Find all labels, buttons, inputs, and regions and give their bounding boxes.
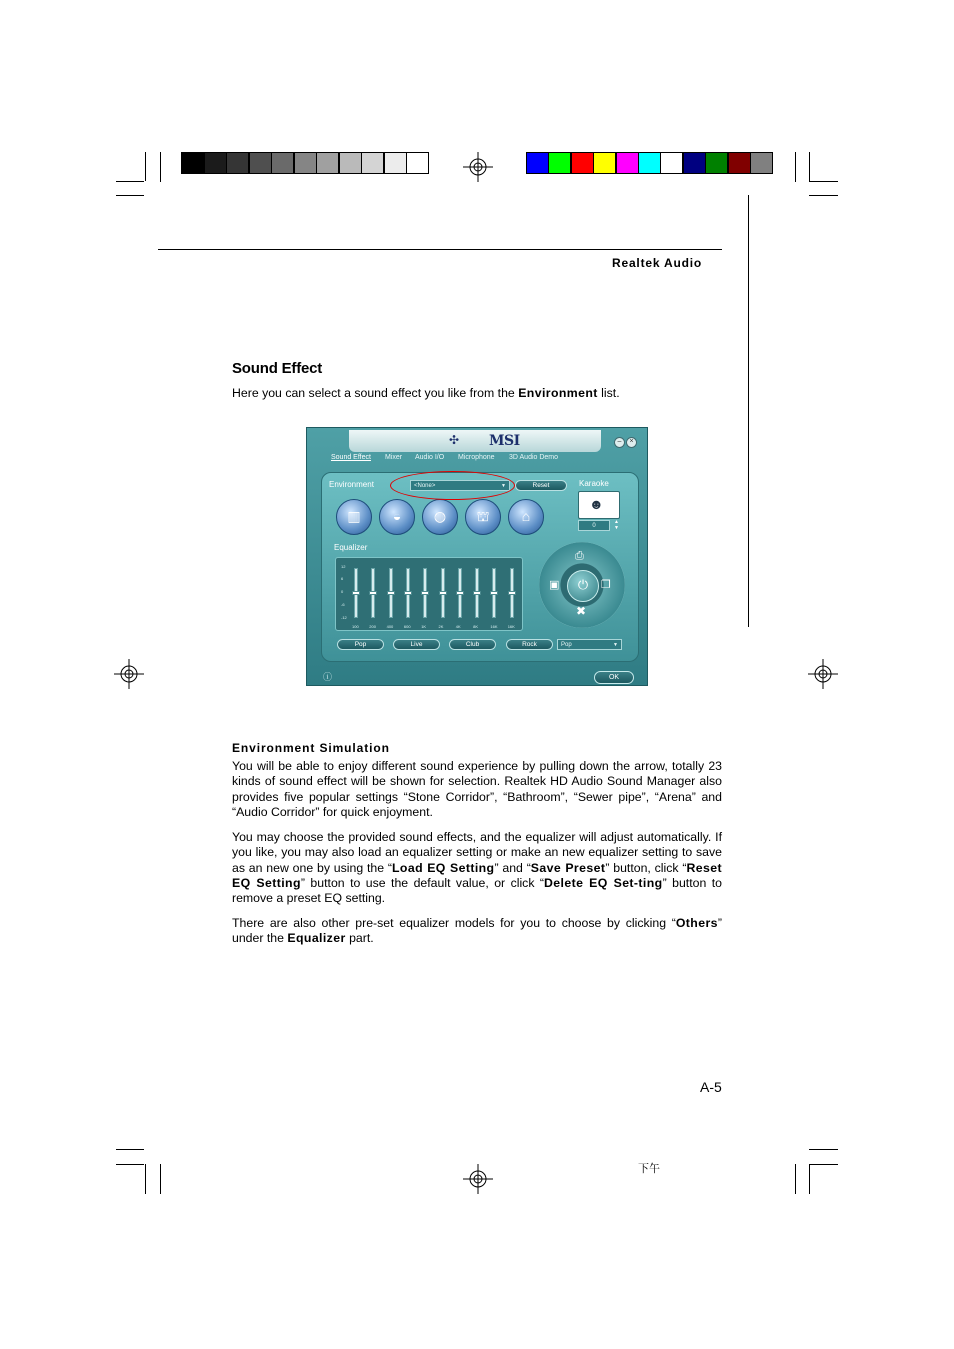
others-paragraph: There are also other pre-set equalizer models for you to choose by clicking “Others” under the Equalizer part. bbox=[232, 916, 722, 946]
title-bar bbox=[349, 430, 601, 452]
eq-band-label: 200 bbox=[369, 624, 376, 629]
eq-control-dial bbox=[539, 542, 625, 628]
karaoke-level-value: 0 bbox=[592, 523, 596, 529]
chevron-down-icon: ▼ bbox=[501, 483, 506, 489]
karaoke-icon: ☻ bbox=[589, 496, 604, 512]
gray-swatch bbox=[294, 152, 317, 174]
running-head: Realtek Audio bbox=[612, 256, 702, 270]
live-preset-button[interactable]: Live bbox=[393, 639, 440, 650]
bathtub-icon: ◒ bbox=[392, 508, 402, 524]
eq-band-label: 400 bbox=[386, 624, 394, 629]
section-title: Sound Effect bbox=[232, 360, 323, 377]
eq-slider-knob[interactable] bbox=[404, 591, 412, 595]
gray-swatch bbox=[271, 152, 294, 174]
eq-scale-label: -6 bbox=[341, 602, 345, 607]
tab-3d-audio-demo[interactable]: 3D Audio Demo bbox=[509, 454, 559, 461]
eq-band-label: 600 bbox=[403, 624, 411, 629]
eq-slider-knob[interactable] bbox=[352, 591, 360, 595]
sewer-pipe-button[interactable] bbox=[422, 499, 458, 535]
color-swatch bbox=[683, 152, 706, 174]
gray-swatch bbox=[339, 152, 362, 174]
gray-swatch bbox=[181, 152, 204, 174]
color-swatch bbox=[593, 152, 616, 174]
eq-scale-label: 6 bbox=[341, 576, 344, 581]
open-folder-icon[interactable]: ❐ bbox=[601, 579, 611, 591]
color-swatch bbox=[705, 152, 728, 174]
eq-band-label: 16K bbox=[490, 624, 498, 629]
eq-band-label: 4K bbox=[455, 624, 461, 629]
color-swatch bbox=[616, 152, 639, 174]
corridor-icon: ▥ bbox=[347, 508, 361, 524]
eq-slider-knob[interactable] bbox=[473, 591, 481, 595]
environment-label: Environment bbox=[329, 480, 374, 489]
color-swatch bbox=[728, 152, 751, 174]
environment-simulation-paragraph: You will be able to enjoy different sound experience by pulling down the arrow, totally 23 kinds of sound effect will be shown for selection. Realtek HD Audio Sound Manager also provides five popular settings “Stone Corridor”, “Bathroom”, “Sewer pipe”, “Arena” and “Audio Corridor” for quick enjoyment. bbox=[232, 759, 722, 819]
eq-scale-label: 12 bbox=[341, 564, 346, 569]
color-swatch bbox=[750, 152, 773, 174]
pop-preset-button[interactable]: Pop bbox=[337, 639, 384, 650]
registration-mark-icon bbox=[808, 659, 838, 689]
minimize-icon[interactable]: – bbox=[614, 437, 625, 448]
eq-band-label: 1K bbox=[421, 624, 427, 629]
power-icon: ⏻ bbox=[577, 577, 589, 592]
eq-band-label: 2K bbox=[438, 624, 444, 629]
registration-mark-icon bbox=[463, 1164, 493, 1194]
delete-eq-setting-icon[interactable]: ✖ bbox=[576, 604, 587, 618]
ok-button[interactable]: OK bbox=[594, 671, 634, 684]
gray-swatch bbox=[361, 152, 384, 174]
footer-mark: 下午 bbox=[638, 1162, 660, 1175]
gray-swatch bbox=[204, 152, 227, 174]
reset-button[interactable]: Reset bbox=[515, 480, 567, 491]
karaoke-button[interactable] bbox=[578, 491, 620, 519]
color-swatch bbox=[571, 152, 594, 174]
rock-preset-button[interactable]: Rock bbox=[506, 639, 553, 650]
arena-button[interactable] bbox=[465, 499, 501, 535]
close-icon[interactable]: × bbox=[626, 437, 637, 448]
tab-audio-io[interactable]: Audio I/O bbox=[415, 454, 445, 461]
equalizer-panel bbox=[335, 557, 523, 631]
msi-logo: MSI bbox=[489, 433, 520, 449]
eq-preset-select[interactable] bbox=[557, 639, 622, 650]
sound-effect-panel bbox=[321, 472, 639, 662]
eq-slider-knob[interactable] bbox=[490, 591, 498, 595]
gray-swatch bbox=[226, 152, 249, 174]
realtek-audio-manager-window bbox=[306, 427, 648, 686]
equalizer-paragraph: You may choose the provided sound effects, and the equalizer will adjust automatically. If you like, you may also load an equalizer setting or make an new equalizer setting to save as an new one by using the “Load EQ Setting” and “Save Preset” button, click “Reset EQ Setting” button to use the default value, or click “Delete EQ Set-ting” button to remove a preset EQ setting. bbox=[232, 830, 722, 906]
color-swatch bbox=[548, 152, 571, 174]
tab-microphone[interactable]: Microphone bbox=[458, 454, 495, 461]
karaoke-stepper-icon[interactable]: ▲ ▼ bbox=[614, 519, 619, 531]
registration-mark-icon bbox=[114, 659, 144, 689]
tab-sound-effect[interactable]: Sound Effect bbox=[331, 454, 371, 461]
equalizer-label: Equalizer bbox=[334, 543, 368, 552]
color-swatch bbox=[526, 152, 549, 174]
environment-simulation-heading: Environment Simulation bbox=[232, 741, 390, 755]
eq-slider-knob[interactable] bbox=[421, 591, 429, 595]
gray-swatch bbox=[249, 152, 272, 174]
chevron-down-icon: ▼ bbox=[613, 642, 618, 648]
eq-band-label: 16K bbox=[507, 624, 515, 629]
pipe-icon: ◍ bbox=[433, 508, 447, 524]
side-rule bbox=[748, 195, 749, 627]
save-preset-icon[interactable]: ⎙ bbox=[575, 550, 584, 562]
karaoke-label: Karaoke bbox=[579, 479, 609, 488]
page-number: A-5 bbox=[700, 1079, 722, 1095]
header-rule bbox=[158, 249, 722, 250]
stone-corridor-button[interactable] bbox=[336, 499, 372, 535]
eq-slider-knob[interactable] bbox=[369, 591, 377, 595]
gray-swatch bbox=[384, 152, 407, 174]
eq-slider-knob[interactable] bbox=[439, 591, 447, 595]
bathroom-button[interactable] bbox=[379, 499, 415, 535]
intro-paragraph: Here you can select a sound effect you like from the Environment list. bbox=[232, 386, 620, 400]
environment-select-value: <None> bbox=[414, 483, 436, 489]
eq-band-label: 100 bbox=[352, 624, 359, 629]
eq-band-label: 8K bbox=[473, 624, 478, 629]
eq-scale-label: -12 bbox=[341, 615, 347, 620]
load-eq-setting-icon[interactable]: ▣ bbox=[549, 579, 560, 591]
info-icon[interactable]: ⓘ bbox=[323, 672, 333, 682]
eq-preset-select-value: Pop bbox=[561, 642, 572, 648]
gray-swatch bbox=[316, 152, 339, 174]
power-button[interactable] bbox=[567, 570, 599, 602]
club-preset-button[interactable]: Club bbox=[449, 639, 496, 650]
registration-mark-icon bbox=[463, 152, 493, 182]
color-swatch bbox=[660, 152, 683, 174]
eq-scale-label: 0 bbox=[341, 589, 344, 594]
hall-icon: ⌂ bbox=[521, 508, 531, 524]
color-swatch bbox=[638, 152, 661, 174]
karaoke-level-field[interactable] bbox=[578, 520, 610, 531]
tab-mixer[interactable]: Mixer bbox=[385, 454, 403, 461]
eq-slider-knob[interactable] bbox=[387, 591, 395, 595]
highlight-oval bbox=[390, 471, 515, 500]
gray-swatch bbox=[406, 152, 429, 174]
msi-emblem-icon: ✣ bbox=[449, 433, 460, 447]
eq-slider-knob[interactable] bbox=[508, 591, 516, 595]
audio-corridor-button[interactable] bbox=[508, 499, 544, 535]
arena-icon: ⛫ bbox=[476, 508, 490, 524]
tab-bar bbox=[329, 454, 639, 466]
eq-slider-knob[interactable] bbox=[456, 591, 464, 595]
